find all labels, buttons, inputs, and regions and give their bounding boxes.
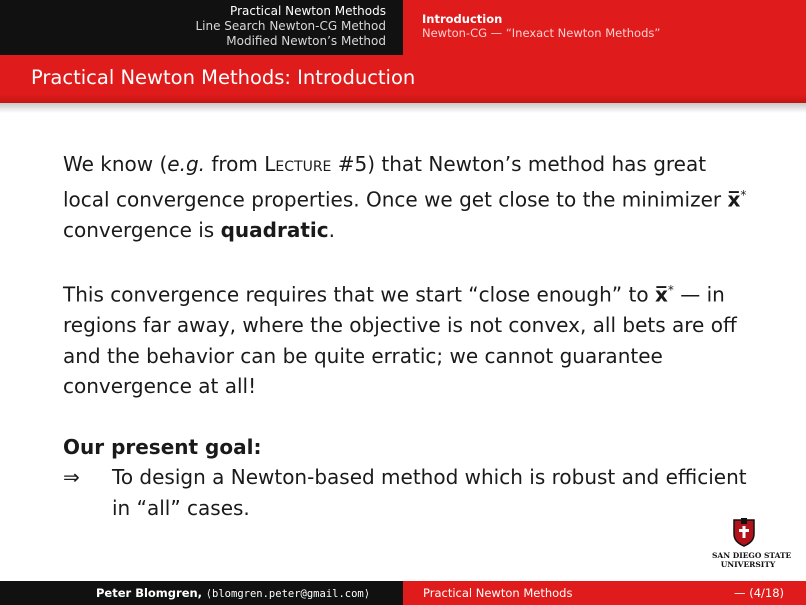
p2-xstar: x̅: [654, 282, 668, 307]
subsection-nav: [403, 0, 806, 55]
sdsu-logo: [712, 517, 792, 569]
nav-subsection-newton-cg[interactable]: Newton-CG — “Inexact Newton Methods”: [422, 26, 661, 40]
footer: [0, 581, 806, 605]
logo-line-2: UNIVERSITY: [720, 560, 776, 569]
implies-arrow-icon: ⇒: [63, 465, 80, 490]
frame-title-bar: [0, 55, 806, 103]
footer-page-number: — (4/18): [734, 586, 784, 600]
p1-lecture: Lecture: [264, 152, 332, 176]
p1-text-2: from: [205, 152, 265, 176]
sdsu-shield-icon: [732, 517, 756, 547]
goal-item: [63, 462, 753, 523]
footer-author-box: [0, 581, 403, 605]
footer-email: ⟨blomgren.peter@gmail.com⟩: [205, 588, 371, 600]
p1-text-3: #5) that Newton’s method has great local convergence properties. Once we get close to the minimizer: [63, 152, 728, 212]
goal-heading: Our present goal:: [63, 434, 262, 459]
logo-line-1: SAN DIEGO STATE: [712, 551, 792, 560]
p2-text-1: This convergence requires that we start “close enough” to: [63, 282, 655, 307]
p2-text-2: — in regions far away, where the objective is not convex, all bets are off and the behavior can be quite erratic; we cannot guarantee convergence at all!: [63, 282, 737, 399]
goal-text: To design a Newton-based method which is robust and efficient in “all” cases.: [112, 465, 747, 520]
slide-body: [63, 149, 753, 523]
section-nav: [0, 0, 403, 55]
navigation-header: [0, 0, 806, 55]
nav-subsection-introduction[interactable]: Introduction: [422, 12, 503, 26]
paragraph-close-enough: [63, 275, 753, 402]
footer-title: Practical Newton Methods: [423, 586, 573, 600]
p1-text-1: We know (: [63, 152, 168, 176]
nav-section-practical-newton[interactable]: Practical Newton Methods: [230, 4, 386, 18]
p1-eg: e.g.: [167, 152, 205, 176]
footer-author-line: [96, 586, 370, 600]
spacer: [63, 245, 753, 275]
footer-title-box: [403, 581, 806, 605]
title-shadow: [0, 103, 806, 113]
p1-quadratic: quadratic: [220, 217, 329, 242]
frame-title: Practical Newton Methods: Introduction: [31, 66, 416, 89]
spacer: [63, 402, 753, 432]
p1-period: .: [328, 217, 335, 242]
p2-star: *: [667, 283, 674, 298]
nav-section-line-search[interactable]: Line Search Newton-CG Method: [195, 19, 386, 33]
paragraph-newton-convergence: [63, 149, 753, 245]
nav-section-modified-newton[interactable]: Modified Newton’s Method: [226, 34, 386, 48]
p1-text-4: convergence is: [63, 217, 221, 242]
footer-author: Peter Blomgren,: [96, 586, 203, 600]
p1-xstar: x̅: [727, 187, 741, 212]
p1-star: *: [740, 187, 747, 202]
